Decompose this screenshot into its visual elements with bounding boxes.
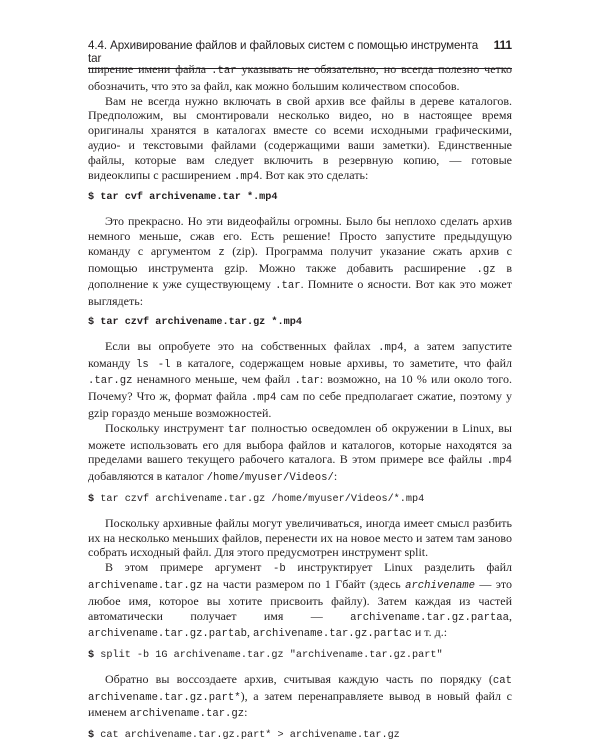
page-body [88,62,512,752]
paragraph-5: Поскольку инструмент tar полностью осведомлен об окружении в Linux, вы можете использовать его для выбора файлов и каталогов, которые находятся за пределами вашего текущего рабочего каталога. В этом примере все файлы .mp4 добавляются в каталог /home/myuser/Videos/: [88,420,512,485]
paragraph-8: Обратно вы воссоздаете архив, считывая каждую часть по порядку (cat archivename.tar.gz.part*), а затем перенаправляете вывод в новый файл с именем archivename.tar.gz: [88,671,512,721]
code-line-3: $ tar czvf archivename.tar.gz /home/myuser/Videos/*.mp4 [88,493,425,505]
code-line-4: $ split -b 1G archivename.tar.gz "archivename.tar.gz.part" [88,650,443,662]
paragraph-6: Поскольку архивные файлы могут увеличиваться, иногда имеет смысл разбить их на несколько меньших файлов, перенести их на новое место и затем там заново собрать исходный файл. Для этого предусмотрен инструмент split. [88,515,512,560]
paragraph-3: Это прекрасно. Но эти видеофайлы огромны. Было бы неплохо сделать архив немного меньше, сжав его. Есть решение! Просто запустите предыдущую команду с аргументом z (zip). Программа получит указание сжать архив с помощью инструмента gzip. Можно также добавить расширение .gz в дополнение к уже существующему .tar. Помните о ясности. Вот как это может выглядеть: [88,214,513,309]
page-number: 111 [493,38,512,52]
paragraph-4: Если вы опробуете это на собственных файлах .mp4, а затем запустите команду ls -l в каталоге, содержащем новые архивы, то заметите, что файл .tar.gz ненамного меньше, чем файл .tar: возможно, на 10 % или около того. Почему? Что ж, формат файла .mp4 сам по себе предполагает сжатие, поэтому у gzip гораздо меньше возможностей. [88,338,513,420]
paragraph-7: В этом примере аргумент -b инструктирует Linux разделить файл archivename.tar.gz на части размером по 1 Гбайт (здесь archivename — это любое имя, которое вы хотите присвоить файлу). Затем каждая из частей автоматически получает имя — archivename.tar.gz.partaa, archivename.tar.gz.partab, archivename.tar.gz.partac и т. д.: [88,560,513,641]
code-line-2: $ tar czvf archivename.tar.gz *.mp4 [88,316,302,328]
paragraph-1: ширение имени файла .tar указывать не обязательно, но всегда полезно четко обозначить, что это за файл, как можно большим количеством способов. [88,62,512,93]
code-line-1: $ tar cvf archivename.tar *.mp4 [88,192,278,204]
code-line-5: $ cat archivename.tar.gz.part* > archivename.tar.gz [88,730,400,742]
paragraph-2: Вам не всегда нужно включать в свой архив все файлы в дереве каталогов. Предположим, вы смонтировали несколько видео, но в настоящее время оригиналы хранятся в каталогах вместе со всеми исходными графическими, аудио- и текстовыми файлами (содержащими ваши заметки). Единственные файлы, которые вам следует включить в резервную копию, — готовые видеоклипы с расширением .mp4. Вот как это сделать: [88,93,512,183]
header-title: 4.4. Архивирование файлов и файловых систем с помощью инструмента tar [88,39,479,65]
